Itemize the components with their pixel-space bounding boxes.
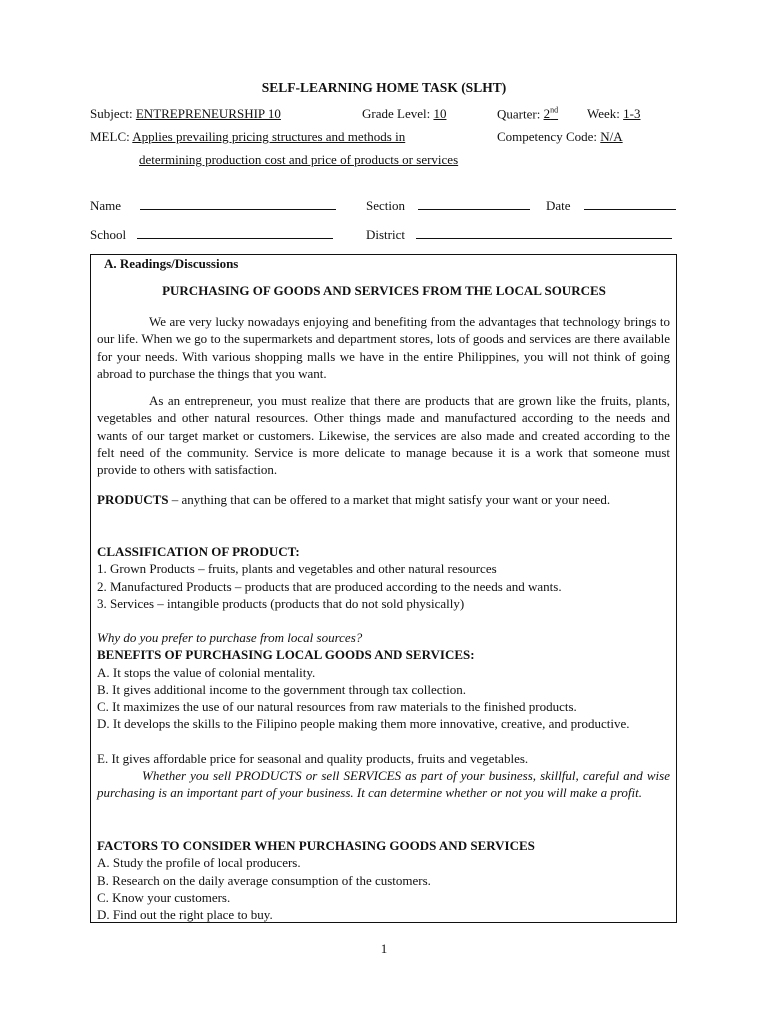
benefit-item: D. It develops the skills to the Filipino people making them more innovative, creative, and productive. (97, 716, 630, 731)
quarter-sup: nd (550, 106, 559, 115)
melc-row (90, 129, 405, 145)
week-row (587, 106, 640, 122)
melc-label: MELC: (90, 129, 130, 144)
grade-label: Grade Level: (362, 106, 431, 121)
name-blank[interactable] (140, 197, 336, 210)
document-title: SELF-LEARNING HOME TASK (SLHT) (261, 80, 507, 95)
factor-item: A. Study the profile of local producers. (97, 855, 301, 870)
products-term: PRODUCTS (97, 492, 169, 507)
competency-value: N/A (600, 129, 623, 144)
week-value: 1-3 (623, 106, 641, 121)
main-title: PURCHASING OF GOODS AND SERVICES FROM THE LOCAL SOURCES (162, 283, 606, 298)
date-label: Date (546, 198, 571, 213)
grade-value: 10 (433, 106, 447, 121)
district-label: District (366, 227, 405, 242)
section-field[interactable] (366, 197, 530, 214)
classification-item: 2. Manufactured Products – products that are produced according to the needs and wants. (97, 579, 562, 594)
benefits-heading: BENEFITS OF PURCHASING LOCAL GOODS AND SERVICES: (97, 647, 475, 662)
subject-value: ENTREPRENEURSHIP 10 (135, 106, 281, 121)
benefit-item: B. It gives additional income to the government through tax collection. (97, 682, 466, 697)
section-heading: A. Readings/Discussions (104, 256, 239, 271)
classification-item: 1. Grown Products – fruits, plants and vegetables and other natural resources (97, 561, 497, 576)
competency-row (497, 129, 623, 145)
school-field[interactable] (90, 226, 333, 243)
page-number: 1 (380, 941, 388, 956)
question-text: Why do you prefer to purchase from local sources? (97, 630, 363, 645)
competency-label: Competency Code: (497, 129, 598, 144)
paragraph-1: We are very lucky nowadays enjoying and benefiting from the advantages that technology brings to our life. When we go to the supermarkets and department stores, lots of goods and services are there available for your needs. With various shopping malls we have in the entire Philippines, you will not think of going abroad to purchase the things that you want. (97, 314, 670, 381)
quarter-value: 2 (543, 106, 551, 122)
melc-line1: Applies prevailing pricing structures and methods in (132, 129, 406, 144)
paragraph-2: As an entrepreneur, you must realize that there are products that are grown like the fruits, plants, vegetables and other natural resources. Other things made and manufactured according to the needs and wants of our target market or customers. Likewise, the services are also made and created according to the felt need of the community. Service is more delicate to manage because it is a work that someone must provide to others with satisfaction. (97, 393, 670, 478)
classification-heading: CLASSIFICATION OF PRODUCT: (97, 544, 300, 559)
school-blank[interactable] (137, 226, 333, 239)
name-label: Name (90, 198, 122, 213)
date-field[interactable] (546, 197, 676, 214)
date-blank[interactable] (584, 197, 676, 210)
school-label: School (90, 227, 127, 242)
subject-row (90, 106, 281, 122)
factor-item: B. Research on the daily average consumption of the customers. (97, 873, 431, 888)
factor-item: D. Find out the right place to buy. (97, 907, 273, 922)
benefit-item: C. It maximizes the use of our natural resources from raw materials to the finished products. (97, 699, 577, 714)
products-def: – anything that can be offered to a market that might satisfy your want or your need. (168, 492, 611, 507)
section-label: Section (366, 198, 405, 213)
district-field[interactable] (366, 226, 672, 243)
classification-item: 3. Services – intangible products (products that do not sold physically) (97, 596, 465, 611)
products-definition (97, 491, 670, 508)
name-field[interactable] (90, 197, 336, 214)
melc-line2: determining production cost and price of products or services (139, 152, 459, 167)
factors-heading: FACTORS TO CONSIDER WHEN PURCHASING GOODS AND SERVICES (97, 838, 535, 853)
subject-label: Subject: (90, 106, 133, 121)
district-blank[interactable] (416, 226, 672, 239)
quarter-row (497, 106, 558, 122)
italic-paragraph: Whether you sell PRODUCTS or sell SERVICES as part of your business, skillful, careful and wise purchasing is an important part of your business. It can determine whether or not you will make a profit. (97, 768, 670, 801)
grade-row (362, 106, 446, 122)
week-label: Week: (587, 106, 620, 121)
factor-item: C. Know your customers. (97, 890, 231, 905)
benefit-item: E. It gives affordable price for seasonal and quality products, fruits and vegetables. (97, 751, 529, 766)
section-blank[interactable] (418, 197, 530, 210)
benefit-item: A. It stops the value of colonial mentality. (97, 665, 316, 680)
quarter-label: Quarter: (497, 106, 541, 122)
